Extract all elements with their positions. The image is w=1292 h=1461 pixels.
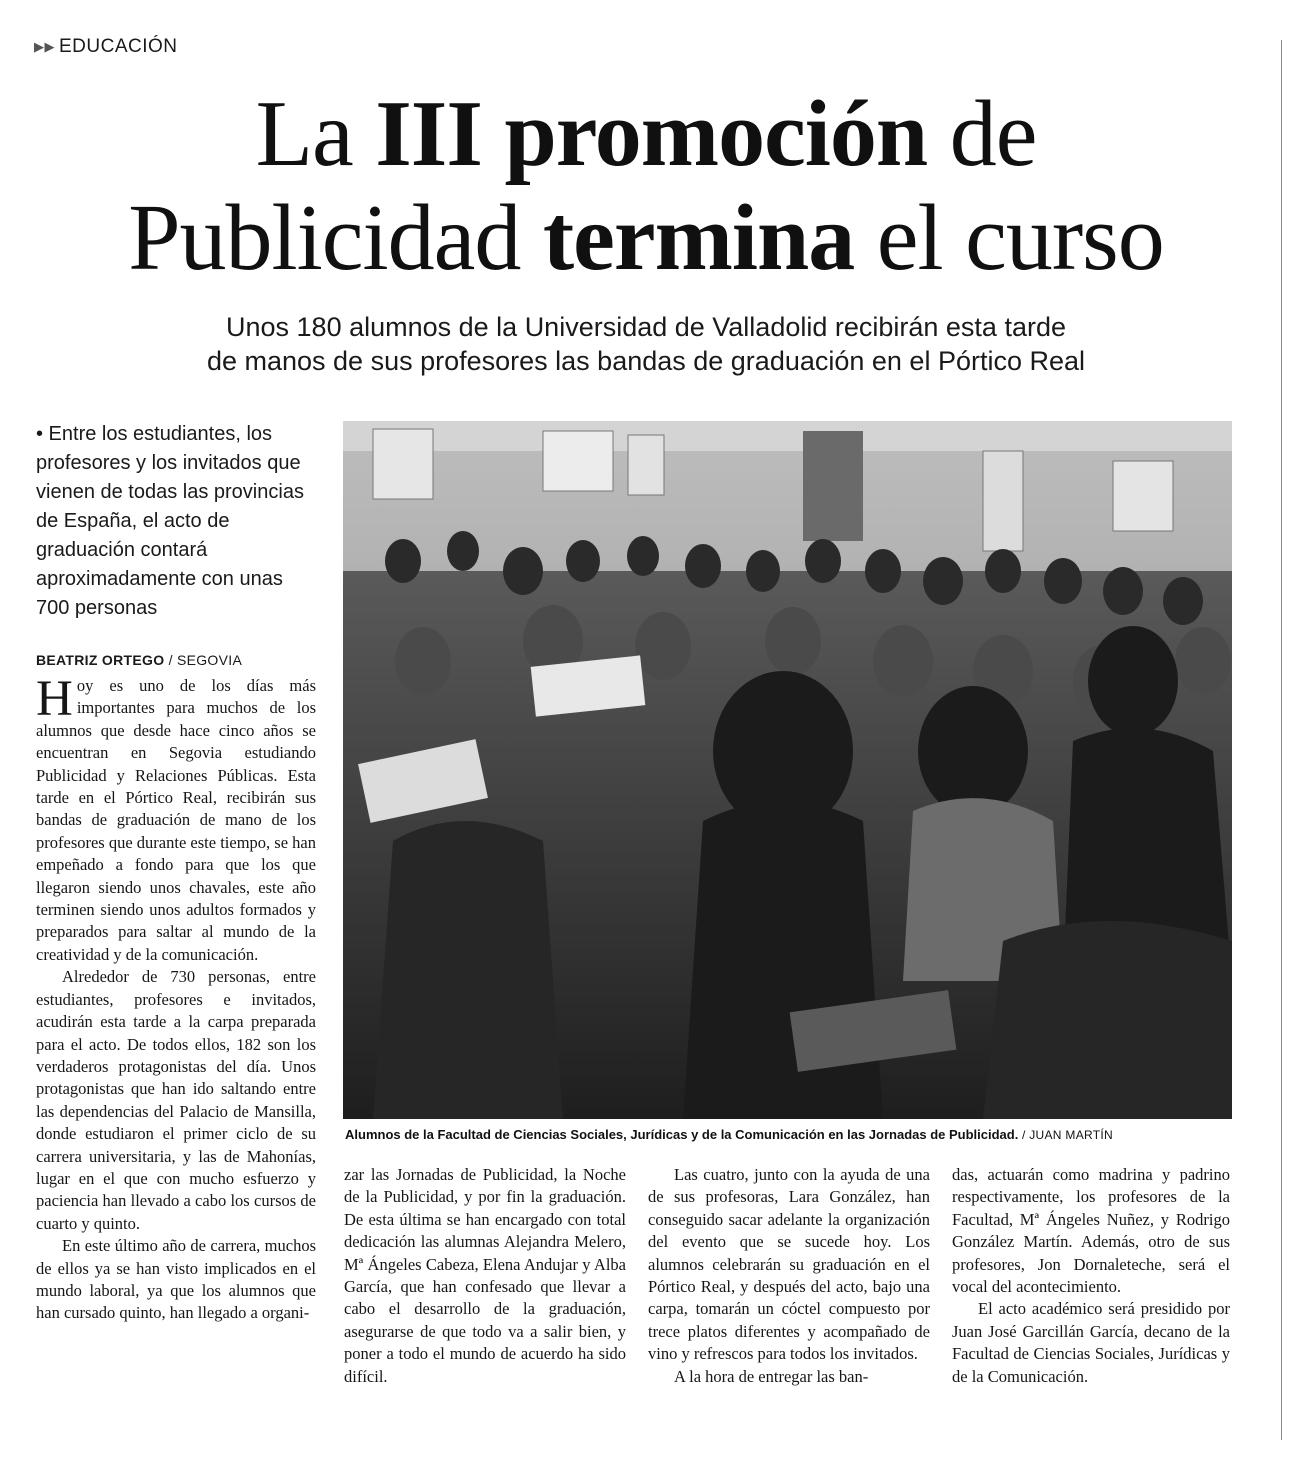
article-paragraph: Las cuatro, junto con la ayuda de una de sus profesoras, Lara González, han conseguido sacar adelante la organización del evento que se sucede hoy. Los alumnos celebrarán su graduación en el Pórtico Real, y después del acto, bajo una carpa, tomarán un cóctel compuesto por trece platos diferentes y acompañado de vino y refrescos para todos los invitados. — [648, 1165, 930, 1364]
byline — [36, 652, 242, 668]
photo-credit: JUAN MARTÍN — [1029, 1128, 1113, 1142]
article-paragraph: En este último año de carrera, muchos de ellos ya se han visto implicados en el mundo laboral, ya que los alumnos que han cursado quinto, han llegado a organi- — [36, 1236, 316, 1323]
subheadline-line: de manos de sus profesores las bandas de graduación en el Pórtico Real — [206, 346, 1086, 376]
news-photo — [343, 421, 1232, 1119]
subheadline — [0, 310, 1292, 378]
article-column-3 — [648, 1164, 930, 1388]
section-arrow-icon: ▶▶ — [34, 39, 55, 54]
paragraph-text: oy es uno de los días más importantes para muchos de los alumnos que desde hace cinco años se encuentran en Segovia estudiando Publicidad y Relaciones Públicas. Esta tarde en el Pórtico Real, recibirán sus bandas de graduación de mano de los profesores que durante este tiempo, se han empeñado a fondo para que los que llegaron siendo unos chavales, este año terminen siendo unos adultos formados y preparados para saltar al mundo de la creatividad y de la comunicación. — [36, 676, 316, 964]
article-column-4 — [952, 1164, 1230, 1388]
headline-text: el curso — [854, 186, 1164, 290]
headline-bold: termina — [542, 186, 855, 290]
headline-text: Publicidad — [128, 186, 543, 290]
article-paragraph: zar las Jornadas de Publicidad, la Noche de la Publicidad, y por fin la graduación. De esta última se han encargado con total dedicación las alumnas Alejandra Melero, Mª Ángeles Cabeza, Elena Andujar y Alba García, que han confesado que llevar a cabo el desarrollo de la graduación, asegurarse de que todo va a salir bien, y poner a todo el mundo de acuerdo ha sido difícil. — [344, 1165, 626, 1386]
caption-credit-separator: / — [1018, 1128, 1030, 1142]
caption-text: Alumnos de la Facultad de Ciencias Sociales, Jurídicas y de la Comunicación en las Jornadas de Publicidad. — [345, 1127, 1019, 1142]
article-paragraph: A la hora de entregar las ban- — [674, 1366, 869, 1386]
article-column-1 — [36, 671, 316, 1325]
article-paragraph: das, actuarán como madrina y padrino respectivamente, los profesores de la Facultad, Mª Ángeles Nuñez, y Rodrigo González Martín. Además, otro de sus profesores, Jon Dornaleteche, será el vocal del acontecimiento. — [952, 1165, 1230, 1297]
article-paragraph — [36, 671, 316, 966]
article-paragraph: Alrededor de 730 personas, entre estudiantes, profesores e invitados, acudirán esta tarde a la carpa preparada para el acto. De todos ellos, 182 son los verdaderos protagonistas del día. Unos protagonistas que han ido saltando entre las dependencias del Palacio de Mansilla, donde estudiaron el primer ciclo de su carrera universitaria, y las de Mahonías, lugar en el que con mucho esfuerzo y paciencia han llevado a cabo los cursos de cuarto y quinto. — [36, 967, 316, 1233]
section-label — [34, 36, 178, 58]
section-label-text: EDUCACIÓN — [59, 36, 178, 57]
byline-separator: / — [164, 652, 177, 668]
byline-location: SEGOVIA — [176, 652, 243, 668]
headline-bold: III promoción — [375, 82, 928, 186]
article-column-2 — [344, 1164, 626, 1388]
photo-caption — [345, 1126, 1235, 1144]
headline-text: La — [255, 82, 376, 186]
article-paragraph: El acto académico será presidido por Juan José Garcillán García, decano de la Facultad de Ciencias Sociales, Jurídicas y de la Comunicación. — [952, 1299, 1230, 1386]
headline — [0, 82, 1292, 290]
byline-author: BEATRIZ ORTEGO — [36, 652, 165, 668]
drop-cap: H — [36, 671, 73, 727]
pull-quote: • Entre los estudiantes, los profesores y los invitados que vienen de todas las provincias de España, el acto de graduación contará aproximadamente con unas 700 personas — [36, 423, 304, 619]
headline-text: de — [927, 82, 1037, 186]
subheadline-line: Unos 180 alumnos de la Universidad de Valladolid recibirán esta tarde — [226, 312, 1066, 342]
